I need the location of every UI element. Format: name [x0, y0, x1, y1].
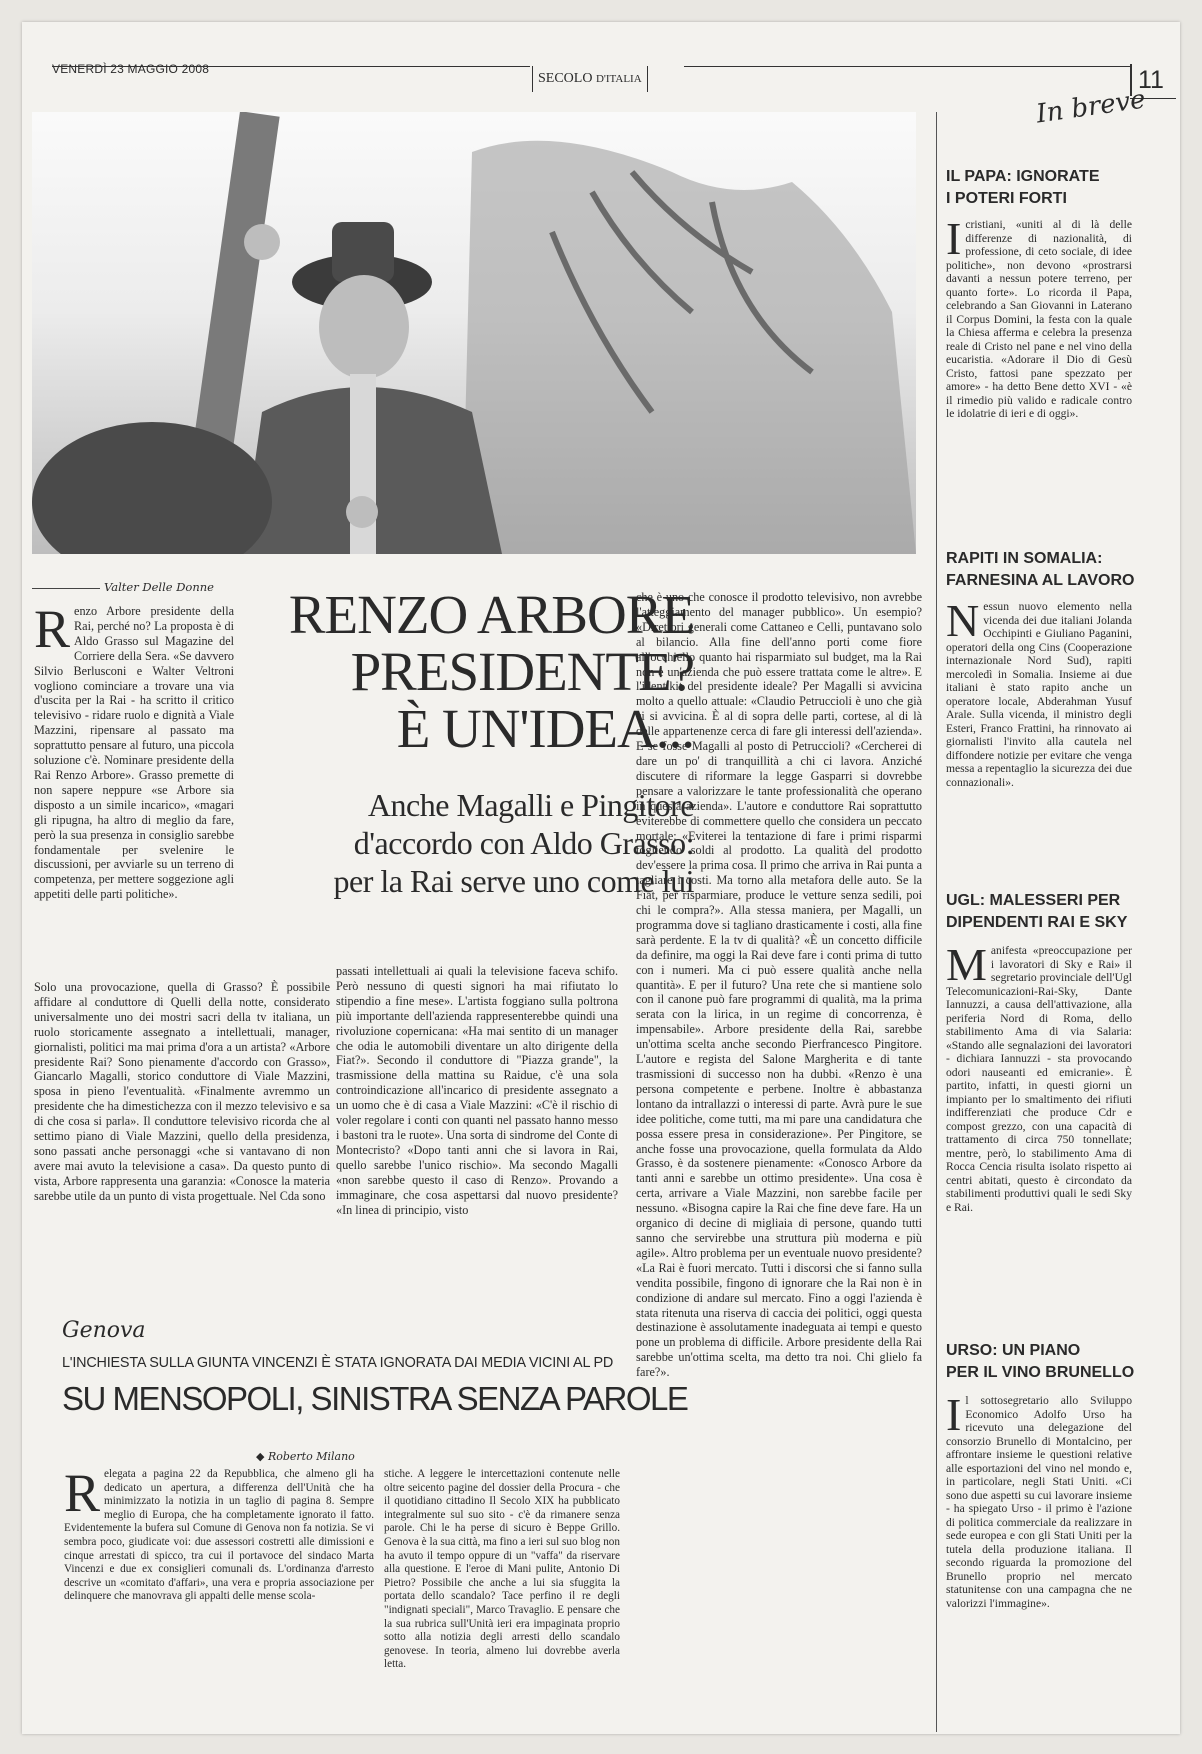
- byline-secondary: ◆ Roberto Milano: [256, 1450, 355, 1463]
- brief-title-line: DIPENDENTI RAI E SKY: [946, 914, 1128, 931]
- kicker: L'INCHIESTA SULLA GIUNTA VINCENZI È STATA IGNORATA DAI MEDIA VICINI AL PD: [62, 1355, 614, 1371]
- brief-text: [946, 600, 1132, 850]
- article-column-2: [336, 964, 618, 1280]
- article-column-1: [34, 980, 330, 1280]
- subhead-line: per la Rai serve uno come lui: [333, 863, 694, 899]
- drop-cap: I: [946, 1394, 962, 1440]
- drop-cap: N: [946, 600, 980, 646]
- article-column-intro: [34, 604, 234, 972]
- photo-illustration: [32, 112, 916, 554]
- paper-name: SECOLO: [538, 71, 593, 86]
- brief-title: [946, 1340, 1134, 1384]
- brief-title-line: UGL: MALESSERI PER: [946, 892, 1121, 909]
- headline-secondary: SU MENSOPOLI, SINISTRA SENZA PAROLE: [62, 1380, 688, 1417]
- brief-text: [946, 218, 1132, 528]
- sidebar-divider: [936, 112, 938, 1732]
- brief-title-line: URSO: UN PIANO: [946, 1342, 1081, 1359]
- article-text: che è uno che conosce il prodotto televisivo, non avrebbe l'atteggiamento del manager pubblico». Un esempio? «Direttori generali come Cattaneo e Celli, puntavano solo al bilancio. Alla fine dell'anno porti come fiore all'occhiello quanto hai risparmiato sul budget, ma la Rai non è un'azienda che può essere trattata come le altre». E l'identikit del presidente ideale? Per Magalli si avvicina molto a quello attuale: «Claudio Petruccioli è uno che già ci si avvicina. È al di sopra delle parti, cortese, al di là delle appartenenze cerca di fare gli interessi dell'azienda». E se fosse Magalli al posto di Petruccioli? «Cercherei di dare un po' di tranquillità a chi ci lavora. Anziché discutere di riformare la legge Gasparri si dovrebbe pensare a valorizzare le tante professionalità che operano in questa azienda». L'autore e conduttore Rai soprattutto eviterebbe di commettere quello che considera un peccato mortale: «Eviterei la tentazione di fare i primi risparmi togliendo soldi al prodotto. La qualità del prodotto dev'essere la prima cosa. Il primo che arriva in Rai punta a tagliare i costi. Ma torno alla metafora delle auto. Se la Fiat, per risparmiare, produce le vetture senza sedili, poi chi le compra?». Alla stessa maniera, per Magalli, un programma dove si tagliano drasticamente i costi, alla fine sarà perdente. E la tv di qualità? «È un concetto difficile da definire, ma oggi la Rai deve fare i conti prima di tutto con i numeri. Ma ci può essere qualità anche nella quantità». E per il futuro? Una rete che si mantiene solo con il canone può fare programmi di qualità, ma la prima serata con la lirica, in un regime di concorrenza, è impensabile». Arbore presidente della Rai, sarebbe un'ottima scelta anche secondo Pierfrancesco Pingitore. L'autore e regista del Salone Margherita e di tante trasmissioni di successo non ha dubbi. «Renzo è una persona competente e perbene. Inoltre è abbastanza lontano da intrallazzi o interessi di parte. Avrà pure le sue idee politiche, come tutti, ma mi pare una candidatura che possa essere presa in considerazione». Per Pingitore, se anche fosse una provocazione, quella formulata da Aldo Grasso, è da sostenere pienamente: «Conosco Arbore da tanti anni e sarebbe un ottimo presidente». Una cosa è certa, arrivare a Viale Mazzini, non sarebbe facile per nessuno. «Bisogna capire la Rai che fine deve fare. Ha un organico di decine di migliaia di persone, quando tutti sanno che servirebbe una struttura più moderna e più agile». Altro problema per un eventuale nuovo presidente? «La Rai è fuori mercato. Tutti i discorsi che si fanno sulla vendita possibile, fingono di ignorare che la Rai non è in condizione di andare sul mercato. Fino a oggi l'azienda è stata ritenuta una riserva di caccia dei politici, oggi questa destinazione è assolutamente inadeguata ai tempi e questo pone un problema di difficile. Arbore presidente della Rai sarebbe un'ottima scelta, ma detto tra noi. Chi glielo fa fare?».: [636, 590, 922, 1380]
- subhead-line: Anche Magalli e Pingitore: [367, 787, 694, 823]
- headline: [248, 586, 694, 757]
- page-number: 11: [1130, 64, 1186, 96]
- article2-column-1: [64, 1468, 374, 1718]
- section-label: Genova: [62, 1318, 146, 1343]
- article-text: stiche. A leggere le intercettazioni contenute nelle oltre seicento pagine del dossier della Procura - che il quotidiano cittadino Il Secolo XIX ha pubblicato integralmente sul suo sito - c'è da rimanere senza parole. Chi le ha perse di sicuro è Beppe Grillo. Genova è la sua città, ma fino a ieri sul suo blog non ha avuto il tempo oppure di un "vaffa" da riservare alla questione. E l'eroe di Mani pulite, Antonio Di Pietro? Possibile che anche a lui sia sfuggita la portata dello scandalo? Tace perfino il re degli "indignati speciali", Marco Travaglio. E pensare che la sua rubrica sull'Unità ieri era impaginata proprio sotto alla notizia degli arresti dello scandalo genovese. In teoria, almeno lui dovrebbe averla letta.: [384, 1468, 620, 1671]
- brief-body: cristiani, «uniti al di là delle differenze di nazionalità, di professione, di ceto sociale, di idee politiche», non devono «prostrarsi davanti a nessun potere terreno, per quanto forte». Lo ricorda il Papa, celebrando a San Giovanni in Laterano il Corpus Domini, la festa con la quale la Chiesa afferma e celebra la presenza reale di Cristo nel pane e nel vino della eucaristia. «Adorare il Dio di Gesù Cristo, fattosi pane spezzato per amore» - ha detto Bene detto XVI - «è il rimedio più valido e radicale contro le idolatrie di ieri e di oggi».: [946, 218, 1132, 420]
- brief-title-line: RAPITI IN SOMALIA:: [946, 550, 1103, 567]
- article-text: passati intellettuali ai quali la televisione faceva schifo. Però nessuno di questi signori ha mai rifiutato lo stipendio a fine mese». L'artista foggiano sulla poltrona più importante dell'azienda rappresenterebbe quindi una rivoluzione copernicana: «Ha mai sentito di un manager che odia le automobili diventare un alto dirigente della Fiat?». Secondo il conduttore di "Piazza grande", la trasmissione della mattina su Raidue, c'è una sola controindicazione all'incarico di presidente assegnato a un uomo che è di casa a Viale Mazzini: «C'è il rischio di voler regolare i conti con quanti nel passato hanno messo i bastoni tra le ruote». Una sorta di sindrome del Conte di Montecristo? «Dopo tanti anni che si lavora in Rai, quello sarebbe l'unico rischio». Ma secondo Magalli «non sarebbe questo il caso di Renzo». Provando a immaginare, che cosa aspettarsi dal nuovo presidente? «In linea di principio, visto: [336, 964, 618, 1217]
- issue-date: VENERDÌ 23 MAGGIO 2008: [52, 62, 210, 76]
- brief-title-line: PER IL VINO BRUNELLO: [946, 1364, 1135, 1381]
- drop-cap: R: [64, 1468, 101, 1523]
- article-column-3: [636, 590, 922, 1720]
- headline-line: RENZO ARBORE: [288, 584, 694, 645]
- brief-title: [946, 890, 1127, 934]
- paper-title: [532, 66, 648, 92]
- paper-name-small: D'ITALIA: [595, 73, 642, 85]
- article-text: enzo Arbore presidente della Rai, perché no? La proposta è di Aldo Grasso sul Magazine del Corriere della Sera. «Se davvero Silvio Berlusconi e Walter Veltroni vogliono cominciare a trovare una via d'uscita per la Rai - ha scritto il critico televisivo - ridare ruolo e dignità a Viale Mazzini, ripensare al passato ma soprattutto pensare al futuro, una piccola soluzione c'è. Nominare presidente della Rai Renzo Arbore». Grasso premette di non sapere neppure «se Arbore sia disposto a un simile incarico», «magari gli ripugna, ha altro di meglio da fare, però la sua presenza in consiglio sarebbe fondamentale per svelenire le discussioni, per avviarle su un terreno di competenza, per mettere soggezione agli appetiti delle parti politiche».: [34, 604, 234, 902]
- headline-line: È UN'IDEA...: [396, 698, 694, 759]
- brief-body: l sottosegretario allo Sviluppo Economico Adolfo Urso ha ricevuto una delegazione del consorzio Brunello di Montalcino, per affrontare insieme le questioni relative alle esportazioni del vino nel mondo e, in particolare, negli Stati Uniti. «Ci sono due aspetti su cui lavorare insieme - ha spiegato Urso - il primo è l'azione di politica commerciale da realizzare in sede europea e con gli Stati Uniti per la tutela della produzione italiana. Il secondo riguarda la promozione del Brunello proprio nel mercato statunitense con una campagna che ne valorizzi l'immagine».: [946, 1394, 1132, 1610]
- header-rule-right: [684, 66, 1130, 67]
- brief-title-line: I POTERI FORTI: [946, 190, 1067, 207]
- brief-title: [946, 548, 1134, 592]
- byline-rule: [32, 588, 100, 589]
- brief-title-line: IL PAPA: IGNORATE: [946, 168, 1100, 185]
- sidebar-label: In breve: [1034, 84, 1148, 130]
- byline: Valter Delle Donne: [104, 580, 214, 594]
- headline-line: PRESIDENTE?: [350, 641, 694, 702]
- article-text: Solo una provocazione, quella di Grasso? È possibile affidare al conduttore di Quelli della notte, considerato universalmente uno dei mostri sacri della tv italiana, un ruolo storicamente assegnato a intellettuali, manager, giornalisti, politici ma mai prima d'ora a un artista? «Arbore presidente Rai? Sono pienamente d'accordo con Grasso», Giancarlo Magalli, storico conduttore di Viale Mazzini, sposa in pieno l'eventualità. «Finalmente avremmo un presidente che ha dimestichezza con il mezzo televisivo e sa di che cosa si parla». Il conduttore televisivo ricorda che al settimo piano di Viale Mazzini, quello della presidenza, sono passati anche personaggi «che si vantavano di non avere mai avuto la televisione a casa». Da questo punto di vista, Arbore rappresenta una garanzia: «Conosce la materia sarebbe utile da un punto di vista progettuale. Nel Cda sono: [34, 980, 330, 1203]
- subhead-line: d'accordo con Aldo Grasso:: [353, 825, 694, 861]
- drop-cap: M: [946, 944, 987, 990]
- brief-text: [946, 1394, 1132, 1720]
- brief-body: essun nuovo elemento nella vicenda dei due italiani Jolanda Occhipinti e Giuliano Paganini, operatori della ong Cins (Cooperazione internazionale Nord Sud), rapiti mercoledì in Somalia. Insieme ai due italiani è stato rapito anche un operatore locale, Abderahman Yusuf Arale. Sulla vicenda, il ministro degli Esteri, Franco Frattini, ha rinnovato ai giornalisti l'invito alla cautela nel diffondere notizie per evitare che venga messa a repentaglio la sicurezza dei due connazionali».: [946, 600, 1132, 789]
- brief-text: [946, 944, 1132, 1324]
- byline-name: Roberto Milano: [267, 1450, 355, 1463]
- brief-title: [946, 166, 1099, 210]
- subheadline: [240, 786, 694, 900]
- drop-cap: R: [34, 604, 71, 659]
- article2-column-2: [384, 1468, 620, 1718]
- drop-cap: I: [946, 218, 962, 264]
- brief-body: anifesta «preoccupazione per i lavoratori di Sky e Rai» il segretario provinciale dell'Ugl Telecomunicazioni-Rai-Sky, Dante Iannuzzi, a causa dell'attivazione, alla periferia Nord di Roma, dello stabilimento Ama di via Salaria: «Stando alle segnalazioni dei lavoratori - dichiara Iannuzzi - sta provocando odori nauseanti ed emicranie». È partito, infatti, in questi giorni un impianto per lo smaltimento dei rifiuti indifferenziati che produce Cdr e compost grezzo, con una capacità di trattamento di circa 750 tonnellate; mentre, però, lo stabilimento Ama di Rocca Cencia risulta isolato rispetto ai centri abitati, questo è circondato da stabilimenti produttivi quali le sedi Sky e Rai.: [946, 944, 1132, 1214]
- article-photo: [32, 112, 916, 554]
- article-text: elegata a pagina 22 da Repubblica, che almeno gli ha dedicato un apertura, a differenza dell'Unità che ha minimizzato la notizia in un taglio di pagina 8. Sempre meglio di Europa, che ha completamente ignorato il fatto. Evidentemente la bufera sul Comune di Genova non fa notizia. Se vi sembra poco, giudicate voi: due assessori costretti alle dimissioni e cinque arrestati di spicco, tra cui il portavoce del sindaco Marta Vincenzi e due ex consiglieri comunali ds. L'ordinanza d'arresto descrive un «comitato d'affari», una vera e propria associazione per delinquere che manovrava gli appalti delle mense scola-: [64, 1468, 374, 1603]
- brief-title-line: FARNESINA AL LAVORO: [946, 572, 1135, 589]
- header-rule: [52, 66, 530, 67]
